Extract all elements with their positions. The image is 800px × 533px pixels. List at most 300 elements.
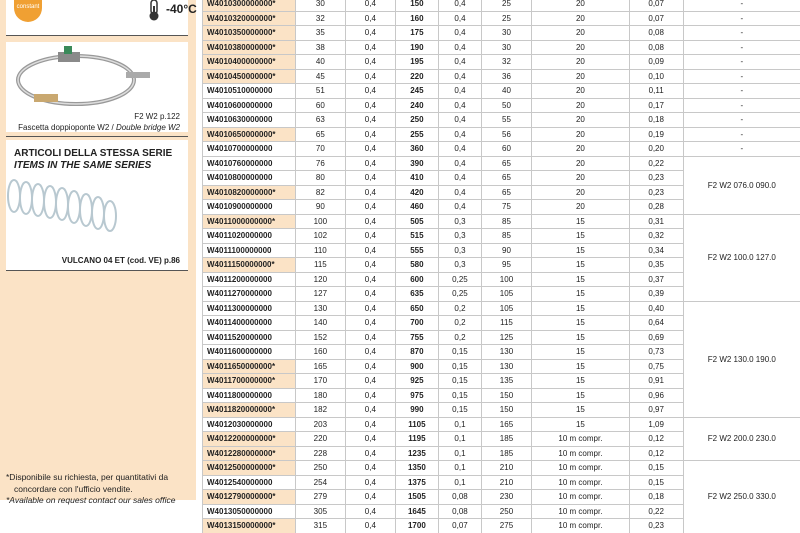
table-cell-kg: 0,10 bbox=[629, 69, 683, 84]
table-cell-l: 15 bbox=[532, 258, 630, 273]
table-cell-d: 80 bbox=[295, 171, 345, 186]
table-cell-l: 20 bbox=[532, 171, 630, 186]
table-cell-kg: 0,18 bbox=[629, 490, 683, 505]
table-cell-code: W4013050000000 bbox=[203, 504, 296, 519]
table-cell-r: 100 bbox=[481, 272, 531, 287]
table-cell-r: 150 bbox=[481, 403, 531, 418]
table-cell-r: 75 bbox=[481, 200, 531, 215]
table-cell-l: 20 bbox=[532, 200, 630, 215]
table-cell-d: 140 bbox=[295, 316, 345, 331]
table-row bbox=[203, 11, 800, 26]
table-cell-r: 130 bbox=[481, 359, 531, 374]
table-cell-code: W4013150000000* bbox=[203, 519, 296, 533]
table-cell-kg: 0,91 bbox=[629, 374, 683, 389]
table-cell-p: 1350 bbox=[395, 461, 438, 476]
table-cell-code: W4011400000000 bbox=[203, 316, 296, 331]
table-cell-w: 0,4 bbox=[439, 26, 482, 41]
table-cell-w: 0,4 bbox=[439, 98, 482, 113]
table-row bbox=[203, 461, 800, 476]
table-cell-p: 1505 bbox=[395, 490, 438, 505]
table-cell-l: 20 bbox=[532, 69, 630, 84]
table-cell-l: 15 bbox=[532, 359, 630, 374]
table-cell-kg: 0,23 bbox=[629, 185, 683, 200]
table-cell-code: W4010900000000 bbox=[203, 200, 296, 215]
table-cell-w: 0,4 bbox=[439, 113, 482, 128]
table-cell-r: 210 bbox=[481, 461, 531, 476]
table-cell-kg: 0,15 bbox=[629, 475, 683, 490]
table-cell-d: 100 bbox=[295, 214, 345, 229]
table-cell-p: 600 bbox=[395, 272, 438, 287]
table-cell-kg: 0,07 bbox=[629, 0, 683, 11]
table-cell-code: W4011100000000 bbox=[203, 243, 296, 258]
table-cell-w: 0,4 bbox=[439, 171, 482, 186]
table-cell-l: 10 m compr. bbox=[532, 490, 630, 505]
table-cell-r: 32 bbox=[481, 55, 531, 70]
table-row bbox=[203, 156, 800, 171]
product-table-body bbox=[203, 0, 800, 533]
table-cell-kg: 0,08 bbox=[629, 26, 683, 41]
table-cell-r: 25 bbox=[481, 0, 531, 11]
table-cell-r: 85 bbox=[481, 229, 531, 244]
table-cell-w: 0,15 bbox=[439, 388, 482, 403]
table-cell-l: 15 bbox=[532, 243, 630, 258]
vulcano-hose-image bbox=[6, 176, 188, 234]
table-cell-l: 20 bbox=[532, 185, 630, 200]
table-cell-c: - bbox=[683, 142, 800, 157]
table-cell-r: 55 bbox=[481, 113, 531, 128]
table-cell-r: 36 bbox=[481, 69, 531, 84]
table-cell-r: 185 bbox=[481, 432, 531, 447]
table-cell-r: 50 bbox=[481, 98, 531, 113]
table-cell-p: 650 bbox=[395, 301, 438, 316]
table-cell-c: - bbox=[683, 69, 800, 84]
table-cell-d: 63 bbox=[295, 113, 345, 128]
table-cell-l: 10 m compr. bbox=[532, 519, 630, 533]
table-cell-kg: 0,40 bbox=[629, 301, 683, 316]
table-cell-code: W4010380000000* bbox=[203, 40, 296, 55]
table-cell-w: 0,2 bbox=[439, 330, 482, 345]
table-cell-code: W4010400000000* bbox=[203, 55, 296, 70]
table-cell-kg: 0,31 bbox=[629, 214, 683, 229]
table-cell-kg: 0,12 bbox=[629, 432, 683, 447]
table-cell-p: 195 bbox=[395, 55, 438, 70]
table-cell-r: 275 bbox=[481, 519, 531, 533]
table-row bbox=[203, 98, 800, 113]
table-cell-t: 0,4 bbox=[345, 185, 395, 200]
clamp-description-it: Fascetta doppioponte W2 / bbox=[18, 123, 116, 132]
table-cell-r: 56 bbox=[481, 127, 531, 142]
table-cell-p: 505 bbox=[395, 214, 438, 229]
table-cell-l: 20 bbox=[532, 26, 630, 41]
table-cell-kg: 0,23 bbox=[629, 171, 683, 186]
table-cell-p: 420 bbox=[395, 185, 438, 200]
table-cell-p: 1645 bbox=[395, 504, 438, 519]
table-cell-p: 410 bbox=[395, 171, 438, 186]
table-cell-t: 0,4 bbox=[345, 243, 395, 258]
table-cell-l: 15 bbox=[532, 345, 630, 360]
thermometer-icon bbox=[146, 0, 162, 22]
divider bbox=[6, 136, 188, 137]
table-row bbox=[203, 55, 800, 70]
table-cell-r: 135 bbox=[481, 374, 531, 389]
table-row bbox=[203, 127, 800, 142]
table-row bbox=[203, 0, 800, 11]
table-cell-w: 0,07 bbox=[439, 519, 482, 533]
table-cell-p: 700 bbox=[395, 316, 438, 331]
table-cell-code: W4011200000000 bbox=[203, 272, 296, 287]
table-cell-code: W4010320000000* bbox=[203, 11, 296, 26]
table-cell-kg: 0,96 bbox=[629, 388, 683, 403]
clamp-description-en: Double bridge W2 bbox=[116, 123, 180, 132]
table-cell-l: 10 m compr. bbox=[532, 475, 630, 490]
table-cell-w: 0,2 bbox=[439, 316, 482, 331]
table-cell-p: 245 bbox=[395, 84, 438, 99]
table-cell-kg: 0,09 bbox=[629, 55, 683, 70]
table-cell-p: 220 bbox=[395, 69, 438, 84]
table-cell-d: 228 bbox=[295, 446, 345, 461]
table-cell-w: 0,08 bbox=[439, 504, 482, 519]
table-cell-w: 0,3 bbox=[439, 214, 482, 229]
table-cell-w: 0,1 bbox=[439, 432, 482, 447]
table-cell-p: 150 bbox=[395, 0, 438, 11]
table-cell-l: 20 bbox=[532, 156, 630, 171]
table-cell-d: 152 bbox=[295, 330, 345, 345]
table-cell-code: W4012540000000 bbox=[203, 475, 296, 490]
table-cell-t: 0,4 bbox=[345, 446, 395, 461]
table-cell-d: 76 bbox=[295, 156, 345, 171]
table-cell-code: W4010820000000* bbox=[203, 185, 296, 200]
table-cell-d: 32 bbox=[295, 11, 345, 26]
table-cell-kg: 0,34 bbox=[629, 243, 683, 258]
table-cell-t: 0,4 bbox=[345, 490, 395, 505]
table-cell-c: - bbox=[683, 11, 800, 26]
table-cell-l: 20 bbox=[532, 11, 630, 26]
table-cell-code: W4011150000000* bbox=[203, 258, 296, 273]
note-line-2: concordare con l'ufficio vendite. bbox=[14, 484, 133, 494]
table-cell-code: W4012030000000 bbox=[203, 417, 296, 432]
table-cell-t: 0,4 bbox=[345, 127, 395, 142]
table-cell-code: W4012790000000* bbox=[203, 490, 296, 505]
table-cell-d: 160 bbox=[295, 345, 345, 360]
table-cell-l: 20 bbox=[532, 55, 630, 70]
table-cell-r: 125 bbox=[481, 330, 531, 345]
table-cell-d: 127 bbox=[295, 287, 345, 302]
table-row bbox=[203, 417, 800, 432]
table-cell-t: 0,4 bbox=[345, 359, 395, 374]
table-cell-code: W4010450000000* bbox=[203, 69, 296, 84]
table-cell-c: - bbox=[683, 55, 800, 70]
table-cell-t: 0,4 bbox=[345, 432, 395, 447]
table-cell-code: W4011650000000* bbox=[203, 359, 296, 374]
table-row bbox=[203, 26, 800, 41]
table-cell-code: W4012280000000* bbox=[203, 446, 296, 461]
note-line-1: *Disponibile su richiesta, per quantitativi da bbox=[6, 472, 168, 482]
table-cell-l: 15 bbox=[532, 287, 630, 302]
table-cell-t: 0,4 bbox=[345, 214, 395, 229]
table-cell-t: 0,4 bbox=[345, 11, 395, 26]
table-cell-t: 0,4 bbox=[345, 272, 395, 287]
temperature-value: -40°C bbox=[166, 2, 197, 16]
table-cell-code: W4010300000000* bbox=[203, 0, 296, 11]
table-cell-kg: 0,11 bbox=[629, 84, 683, 99]
table-cell-r: 25 bbox=[481, 11, 531, 26]
table-cell-p: 190 bbox=[395, 40, 438, 55]
table-cell-kg: 0,75 bbox=[629, 359, 683, 374]
table-cell-w: 0,25 bbox=[439, 287, 482, 302]
table-cell-kg: 0,18 bbox=[629, 113, 683, 128]
table-cell-p: 515 bbox=[395, 229, 438, 244]
table-cell-d: 70 bbox=[295, 142, 345, 157]
table-cell-l: 20 bbox=[532, 0, 630, 11]
table-cell-w: 0,08 bbox=[439, 490, 482, 505]
table-cell-r: 185 bbox=[481, 446, 531, 461]
table-cell-t: 0,4 bbox=[345, 55, 395, 70]
table-cell-p: 1235 bbox=[395, 446, 438, 461]
table-cell-r: 30 bbox=[481, 26, 531, 41]
table-cell-p: 975 bbox=[395, 388, 438, 403]
table-cell-code: W4010350000000* bbox=[203, 26, 296, 41]
table-cell-l: 20 bbox=[532, 142, 630, 157]
table-cell-t: 0,4 bbox=[345, 171, 395, 186]
table-cell-p: 240 bbox=[395, 98, 438, 113]
table-cell-t: 0,4 bbox=[345, 345, 395, 360]
table-cell-d: 51 bbox=[295, 84, 345, 99]
table-cell-kg: 0,73 bbox=[629, 345, 683, 360]
table-cell-d: 180 bbox=[295, 388, 345, 403]
table-cell-p: 250 bbox=[395, 113, 438, 128]
table-cell-r: 90 bbox=[481, 243, 531, 258]
table-cell-t: 0,4 bbox=[345, 156, 395, 171]
table-cell-d: 120 bbox=[295, 272, 345, 287]
table-cell-code: W4010510000000 bbox=[203, 84, 296, 99]
table-cell-l: 20 bbox=[532, 127, 630, 142]
table-cell-t: 0,4 bbox=[345, 519, 395, 533]
table-cell-c: - bbox=[683, 98, 800, 113]
table-cell-t: 0,4 bbox=[345, 388, 395, 403]
table-cell-l: 15 bbox=[532, 374, 630, 389]
table-cell-d: 60 bbox=[295, 98, 345, 113]
series-card bbox=[6, 140, 188, 270]
product-table bbox=[202, 0, 800, 533]
table-cell-t: 0,4 bbox=[345, 504, 395, 519]
table-cell-w: 0,4 bbox=[439, 84, 482, 99]
table-cell-r: 130 bbox=[481, 345, 531, 360]
table-cell-p: 1195 bbox=[395, 432, 438, 447]
table-cell-t: 0,4 bbox=[345, 98, 395, 113]
table-cell-p: 555 bbox=[395, 243, 438, 258]
table-cell-w: 0,3 bbox=[439, 258, 482, 273]
table-cell-kg: 0,37 bbox=[629, 272, 683, 287]
table-cell-c: - bbox=[683, 0, 800, 11]
table-cell-code: W4010760000000 bbox=[203, 156, 296, 171]
table-cell-r: 105 bbox=[481, 301, 531, 316]
table-cell-d: 82 bbox=[295, 185, 345, 200]
table-cell-kg: 0,28 bbox=[629, 200, 683, 215]
table-cell-d: 40 bbox=[295, 55, 345, 70]
table-cell-kg: 0,20 bbox=[629, 142, 683, 157]
table-cell-r: 210 bbox=[481, 475, 531, 490]
table-cell-d: 90 bbox=[295, 200, 345, 215]
table-cell-r: 85 bbox=[481, 214, 531, 229]
table-cell-t: 0,4 bbox=[345, 403, 395, 418]
table-cell-t: 0,4 bbox=[345, 229, 395, 244]
table-cell-w: 0,25 bbox=[439, 272, 482, 287]
series-title: ARTICOLI DELLA STESSA SERIE bbox=[14, 148, 172, 159]
table-cell-t: 0,4 bbox=[345, 461, 395, 476]
divider bbox=[6, 270, 188, 271]
table-cell-w: 0,1 bbox=[439, 417, 482, 432]
table-cell-d: 35 bbox=[295, 26, 345, 41]
table-row bbox=[203, 113, 800, 128]
table-cell-l: 15 bbox=[532, 316, 630, 331]
table-cell-r: 30 bbox=[481, 40, 531, 55]
table-cell-code: W4012500000000* bbox=[203, 461, 296, 476]
table-row bbox=[203, 142, 800, 157]
clamp-group-cell: F2 W2 100.0 127.0 bbox=[683, 214, 800, 301]
note-line-3: *Available on request contact our sales office bbox=[6, 495, 175, 505]
table-cell-d: 315 bbox=[295, 519, 345, 533]
table-cell-p: 870 bbox=[395, 345, 438, 360]
table-cell-kg: 0,07 bbox=[629, 11, 683, 26]
table-cell-w: 0,15 bbox=[439, 403, 482, 418]
badge-text: constant bbox=[17, 4, 40, 10]
table-cell-d: 45 bbox=[295, 69, 345, 84]
table-cell-code: W4010650000000* bbox=[203, 127, 296, 142]
table-cell-w: 0,2 bbox=[439, 301, 482, 316]
table-cell-w: 0,3 bbox=[439, 229, 482, 244]
table-cell-code: W4011820000000* bbox=[203, 403, 296, 418]
table-cell-kg: 0,39 bbox=[629, 287, 683, 302]
table-cell-c: - bbox=[683, 84, 800, 99]
table-cell-t: 0,4 bbox=[345, 200, 395, 215]
clamp-group-cell: F2 W2 200.0 230.0 bbox=[683, 417, 800, 461]
table-cell-p: 1105 bbox=[395, 417, 438, 432]
table-cell-l: 15 bbox=[532, 272, 630, 287]
table-cell-w: 0,4 bbox=[439, 127, 482, 142]
table-cell-w: 0,15 bbox=[439, 359, 482, 374]
clamp-card bbox=[6, 42, 188, 132]
table-cell-r: 65 bbox=[481, 156, 531, 171]
clamp-group-cell: F2 W2 250.0 330.0 bbox=[683, 461, 800, 533]
table-row bbox=[203, 301, 800, 316]
table-cell-d: 203 bbox=[295, 417, 345, 432]
table-cell-p: 360 bbox=[395, 142, 438, 157]
clamp-group-cell: F2 W2 076.0 090.0 bbox=[683, 156, 800, 214]
table-cell-l: 10 m compr. bbox=[532, 446, 630, 461]
table-cell-l: 15 bbox=[532, 388, 630, 403]
table-cell-t: 0,4 bbox=[345, 26, 395, 41]
divider bbox=[6, 35, 188, 36]
table-cell-d: 250 bbox=[295, 461, 345, 476]
table-cell-l: 20 bbox=[532, 113, 630, 128]
table-cell-d: 165 bbox=[295, 359, 345, 374]
table-cell-l: 15 bbox=[532, 229, 630, 244]
table-cell-l: 15 bbox=[532, 403, 630, 418]
table-cell-code: W4011600000000 bbox=[203, 345, 296, 360]
table-cell-l: 10 m compr. bbox=[532, 432, 630, 447]
table-cell-p: 635 bbox=[395, 287, 438, 302]
table-cell-c: - bbox=[683, 26, 800, 41]
clamp-reference: F2 W2 p.122 bbox=[134, 112, 180, 121]
table-cell-l: 15 bbox=[532, 214, 630, 229]
table-cell-l: 20 bbox=[532, 84, 630, 99]
table-cell-d: 30 bbox=[295, 0, 345, 11]
table-cell-w: 0,15 bbox=[439, 374, 482, 389]
table-cell-w: 0,4 bbox=[439, 185, 482, 200]
table-cell-kg: 0,64 bbox=[629, 316, 683, 331]
table-cell-code: W4011800000000 bbox=[203, 388, 296, 403]
clamp-description bbox=[18, 123, 180, 132]
table-cell-t: 0,4 bbox=[345, 0, 395, 11]
table-cell-d: 130 bbox=[295, 301, 345, 316]
table-cell-r: 65 bbox=[481, 171, 531, 186]
table-row bbox=[203, 84, 800, 99]
table-cell-p: 175 bbox=[395, 26, 438, 41]
table-cell-t: 0,4 bbox=[345, 258, 395, 273]
table-cell-code: W4011300000000 bbox=[203, 301, 296, 316]
table-cell-d: 305 bbox=[295, 504, 345, 519]
table-cell-kg: 0,15 bbox=[629, 461, 683, 476]
table-cell-d: 110 bbox=[295, 243, 345, 258]
series-title-en: ITEMS IN THE SAME SERIES bbox=[14, 160, 151, 171]
table-cell-code: W4012200000000* bbox=[203, 432, 296, 447]
table-cell-kg: 0,08 bbox=[629, 40, 683, 55]
table-cell-d: 220 bbox=[295, 432, 345, 447]
table-cell-d: 38 bbox=[295, 40, 345, 55]
table-cell-r: 230 bbox=[481, 490, 531, 505]
table-cell-r: 115 bbox=[481, 316, 531, 331]
table-cell-t: 0,4 bbox=[345, 316, 395, 331]
table-cell-l: 15 bbox=[532, 330, 630, 345]
table-cell-p: 900 bbox=[395, 359, 438, 374]
table-cell-d: 279 bbox=[295, 490, 345, 505]
table-cell-kg: 0,23 bbox=[629, 519, 683, 533]
table-cell-l: 10 m compr. bbox=[532, 504, 630, 519]
table-cell-c: - bbox=[683, 113, 800, 128]
table-cell-w: 0,4 bbox=[439, 200, 482, 215]
clamp-group-cell: F2 W2 130.0 190.0 bbox=[683, 301, 800, 417]
table-cell-w: 0,4 bbox=[439, 69, 482, 84]
table-cell-p: 255 bbox=[395, 127, 438, 142]
table-row bbox=[203, 40, 800, 55]
table-cell-w: 0,4 bbox=[439, 40, 482, 55]
table-cell-r: 95 bbox=[481, 258, 531, 273]
table-cell-p: 460 bbox=[395, 200, 438, 215]
table-cell-t: 0,4 bbox=[345, 142, 395, 157]
table-cell-p: 925 bbox=[395, 374, 438, 389]
table-cell-p: 1700 bbox=[395, 519, 438, 533]
table-cell-w: 0,3 bbox=[439, 243, 482, 258]
table-cell-p: 755 bbox=[395, 330, 438, 345]
table-cell-kg: 0,69 bbox=[629, 330, 683, 345]
table-cell-d: 65 bbox=[295, 127, 345, 142]
table-cell-code: W4011000000000* bbox=[203, 214, 296, 229]
table-cell-t: 0,4 bbox=[345, 301, 395, 316]
table-cell-c: - bbox=[683, 40, 800, 55]
table-cell-code: W4011700000000* bbox=[203, 374, 296, 389]
table-cell-l: 20 bbox=[532, 40, 630, 55]
table-cell-w: 0,1 bbox=[439, 461, 482, 476]
table-cell-r: 150 bbox=[481, 388, 531, 403]
table-cell-w: 0,4 bbox=[439, 11, 482, 26]
table-cell-w: 0,1 bbox=[439, 475, 482, 490]
table-cell-d: 170 bbox=[295, 374, 345, 389]
table-cell-kg: 0,22 bbox=[629, 156, 683, 171]
table-cell-r: 40 bbox=[481, 84, 531, 99]
table-cell-code: W4011020000000 bbox=[203, 229, 296, 244]
table-cell-kg: 0,22 bbox=[629, 504, 683, 519]
table-cell-p: 1375 bbox=[395, 475, 438, 490]
